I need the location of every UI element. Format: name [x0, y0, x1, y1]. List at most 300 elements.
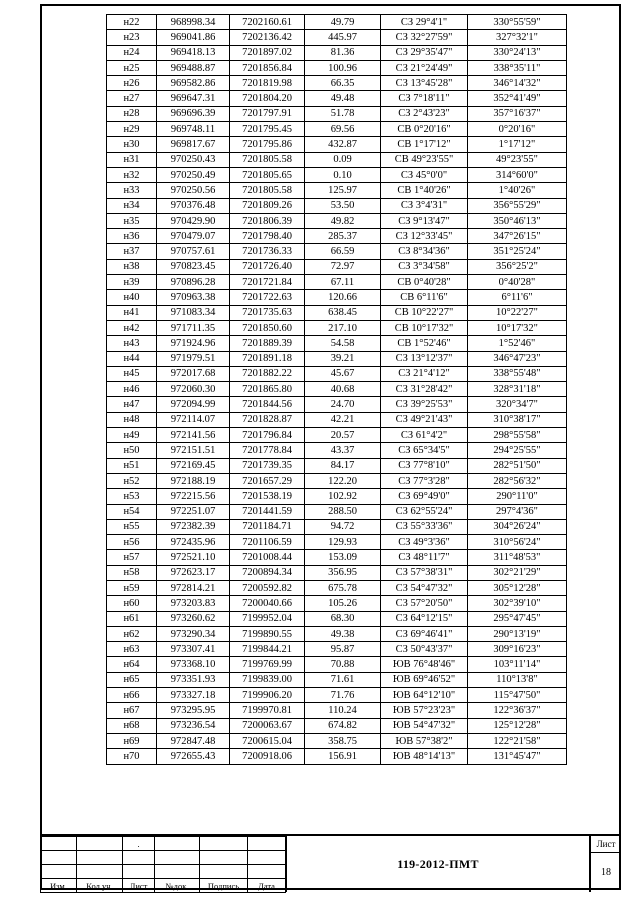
cell-coord-y: 7199844.21 — [230, 642, 305, 657]
cell-point-id: н51 — [107, 458, 157, 473]
cell-coord-x: 973295.95 — [157, 703, 230, 718]
cell-coord-y: 7201736.33 — [230, 244, 305, 259]
cell-azimuth: 356°55'29" — [468, 198, 567, 213]
cell-azimuth: 330°24'13" — [468, 45, 567, 60]
cell-rhumb: СЗ 29°4'1" — [381, 15, 468, 30]
cell-point-id: н64 — [107, 657, 157, 672]
table-row — [107, 642, 567, 657]
cell-coord-x: 968998.34 — [157, 15, 230, 30]
cell-azimuth: 347°26'15" — [468, 229, 567, 244]
cell-rhumb: СЗ 69°46'41" — [381, 626, 468, 641]
cell-azimuth: 314°60'0" — [468, 167, 567, 182]
table-row — [107, 76, 567, 91]
cell-point-id: н65 — [107, 672, 157, 687]
cell-coord-x: 970250.49 — [157, 167, 230, 182]
cell-point-id: н59 — [107, 580, 157, 595]
cell-length: 49.48 — [305, 91, 381, 106]
cell-coord-x: 970757.61 — [157, 244, 230, 259]
cell-coord-x: 972655.43 — [157, 749, 230, 764]
table-row — [107, 275, 567, 290]
cell-point-id: н50 — [107, 443, 157, 458]
cell-azimuth: 304°26'24" — [468, 519, 567, 534]
cell-length: 66.59 — [305, 244, 381, 259]
cell-length: 217.10 — [305, 320, 381, 335]
cell-rhumb: СВ 0°20'16" — [381, 122, 468, 137]
cell-coord-y: 7201850.60 — [230, 320, 305, 335]
cell-coord-x: 970823.45 — [157, 259, 230, 274]
cell-coord-x: 973351.93 — [157, 672, 230, 687]
cell-point-id: н34 — [107, 198, 157, 213]
cell-point-id: н28 — [107, 106, 157, 121]
table-row — [107, 626, 567, 641]
cell-coord-x: 971083.34 — [157, 305, 230, 320]
cell-azimuth: 1°40'26" — [468, 183, 567, 198]
cell-coord-y: 7199890.55 — [230, 626, 305, 641]
cell-point-id: н31 — [107, 152, 157, 167]
cell-point-id: н61 — [107, 611, 157, 626]
cell-coord-y: 7201806.39 — [230, 213, 305, 228]
cell-length: 69.56 — [305, 122, 381, 137]
cell-point-id: н33 — [107, 183, 157, 198]
cell-azimuth: 294°25'55" — [468, 443, 567, 458]
cell-length: 42.21 — [305, 412, 381, 427]
cell-length: 70.88 — [305, 657, 381, 672]
cell-coord-x: 970250.43 — [157, 152, 230, 167]
cell-length: 675.78 — [305, 580, 381, 595]
cell-rhumb: ЮВ 57°38'2" — [381, 733, 468, 748]
cell-azimuth: 357°16'37" — [468, 106, 567, 121]
cell-point-id: н46 — [107, 382, 157, 397]
cell-rhumb: СЗ 64°12'15" — [381, 611, 468, 626]
table-row — [107, 213, 567, 228]
cell-coord-x: 972060.30 — [157, 382, 230, 397]
cell-azimuth: 110°13'8" — [468, 672, 567, 687]
table-row — [107, 489, 567, 504]
cell-point-id: н23 — [107, 30, 157, 45]
cell-coord-x: 971711.35 — [157, 320, 230, 335]
cell-azimuth: 131°45'47" — [468, 749, 567, 764]
cell-length: 129.93 — [305, 535, 381, 550]
cell-coord-x: 973236.54 — [157, 718, 230, 733]
cell-point-id: н55 — [107, 519, 157, 534]
cell-rhumb: СЗ 3°34'58" — [381, 259, 468, 274]
cell-coord-x: 972521.10 — [157, 550, 230, 565]
cell-length: 43.37 — [305, 443, 381, 458]
cell-coord-y: 7201008.44 — [230, 550, 305, 565]
cell-coord-y: 7201889.39 — [230, 336, 305, 351]
cell-coord-y: 7201882.22 — [230, 366, 305, 381]
table-row — [107, 473, 567, 488]
cell-length: 156.91 — [305, 749, 381, 764]
cell-length: 39.21 — [305, 351, 381, 366]
cell-length: 110.24 — [305, 703, 381, 718]
cell-azimuth: 338°35'11" — [468, 60, 567, 75]
cell-rhumb: СЗ 12°33'45" — [381, 229, 468, 244]
cell-length: 102.92 — [305, 489, 381, 504]
cell-coord-x: 970479.07 — [157, 229, 230, 244]
cell-rhumb: СВ 0°40'28" — [381, 275, 468, 290]
cell-length: 94.72 — [305, 519, 381, 534]
cell-coord-x: 972623.17 — [157, 565, 230, 580]
cell-rhumb: СЗ 29°35'47" — [381, 45, 468, 60]
cell-length: 51.78 — [305, 106, 381, 121]
table-row — [107, 458, 567, 473]
cell-coord-y: 7201805.58 — [230, 152, 305, 167]
cell-coord-y: 7201891.18 — [230, 351, 305, 366]
cell-rhumb: СЗ 13°12'37" — [381, 351, 468, 366]
cell-rhumb: ЮВ 76°48'46" — [381, 657, 468, 672]
table-row — [107, 198, 567, 213]
cell-azimuth: 103°11'14" — [468, 657, 567, 672]
cell-coord-x: 972114.07 — [157, 412, 230, 427]
cell-length: 120.66 — [305, 290, 381, 305]
table-row — [107, 152, 567, 167]
table-row — [107, 412, 567, 427]
cell-rhumb: СЗ 57°38'31" — [381, 565, 468, 580]
cell-point-id: н56 — [107, 535, 157, 550]
cell-length: 71.76 — [305, 688, 381, 703]
cell-azimuth: 356°25'2" — [468, 259, 567, 274]
cell-azimuth: 1°17'12" — [468, 137, 567, 152]
cell-azimuth: 0°20'16" — [468, 122, 567, 137]
cell-rhumb: СЗ 2°43'23" — [381, 106, 468, 121]
table-row — [107, 137, 567, 152]
cell-point-id: н26 — [107, 76, 157, 91]
cell-point-id: н67 — [107, 703, 157, 718]
cell-coord-y: 7200592.82 — [230, 580, 305, 595]
cell-point-id: н62 — [107, 626, 157, 641]
cell-point-id: н36 — [107, 229, 157, 244]
table-row — [107, 596, 567, 611]
cell-length: 0.09 — [305, 152, 381, 167]
label-kol-uch: Кол.уч. — [77, 879, 123, 893]
cell-azimuth: 330°55'59" — [468, 15, 567, 30]
cell-length: 445.97 — [305, 30, 381, 45]
cell-coord-y: 7199970.81 — [230, 703, 305, 718]
cell-point-id: н47 — [107, 397, 157, 412]
cell-azimuth: 10°22'27" — [468, 305, 567, 320]
cell-coord-y: 7201657.29 — [230, 473, 305, 488]
cell-point-id: н27 — [107, 91, 157, 106]
cell-coord-y: 7201778.84 — [230, 443, 305, 458]
cell-coord-y: 7201809.26 — [230, 198, 305, 213]
cell-rhumb: СВ 49°23'55" — [381, 152, 468, 167]
cell-point-id: н32 — [107, 167, 157, 182]
cell-length: 68.30 — [305, 611, 381, 626]
cell-rhumb: СЗ 21°24'49" — [381, 60, 468, 75]
cell-length: 105.26 — [305, 596, 381, 611]
cell-azimuth: 122°21'58" — [468, 733, 567, 748]
cell-length: 432.87 — [305, 137, 381, 152]
cell-length: 638.45 — [305, 305, 381, 320]
cell-coord-x: 969817.67 — [157, 137, 230, 152]
cell-azimuth: 338°55'48" — [468, 366, 567, 381]
cell-coord-x: 970376.48 — [157, 198, 230, 213]
cell-length: 285.37 — [305, 229, 381, 244]
cell-coord-y: 7201865.80 — [230, 382, 305, 397]
cell-azimuth: 302°21'29" — [468, 565, 567, 580]
cell-coord-x: 972141.56 — [157, 428, 230, 443]
cell-coord-y: 7200894.34 — [230, 565, 305, 580]
cell-azimuth: 328°31'18" — [468, 382, 567, 397]
table-row — [107, 519, 567, 534]
cell-coord-y: 7201805.58 — [230, 183, 305, 198]
cell-point-id: н58 — [107, 565, 157, 580]
table-row — [107, 688, 567, 703]
cell-point-id: н22 — [107, 15, 157, 30]
cell-coord-x: 969041.86 — [157, 30, 230, 45]
table-row — [107, 106, 567, 121]
table-row — [107, 30, 567, 45]
cell-coord-x: 973368.10 — [157, 657, 230, 672]
document-code: 119-2012-ПМТ — [285, 836, 591, 892]
cell-rhumb: СЗ 57°20'50" — [381, 596, 468, 611]
cell-length: 54.58 — [305, 336, 381, 351]
cell-point-id: н60 — [107, 596, 157, 611]
cell-coord-x: 969748.11 — [157, 122, 230, 137]
cell-azimuth: 6°11'6" — [468, 290, 567, 305]
table-row — [107, 60, 567, 75]
cell-point-id: н38 — [107, 259, 157, 274]
cell-point-id: н35 — [107, 213, 157, 228]
cell-rhumb: СЗ 3°4'31" — [381, 198, 468, 213]
cell-coord-y: 7201722.63 — [230, 290, 305, 305]
cell-azimuth: 10°17'32" — [468, 320, 567, 335]
cell-point-id: н41 — [107, 305, 157, 320]
cell-point-id: н63 — [107, 642, 157, 657]
table-row — [107, 15, 567, 30]
table-row — [107, 244, 567, 259]
cell-coord-y: 7202160.61 — [230, 15, 305, 30]
cell-length: 0.10 — [305, 167, 381, 182]
cell-coord-y: 7200040.66 — [230, 596, 305, 611]
label-podpis: Подпись — [200, 879, 248, 893]
cell-azimuth: 309°16'23" — [468, 642, 567, 657]
cell-azimuth: 282°56'32" — [468, 473, 567, 488]
cell-point-id: н24 — [107, 45, 157, 60]
label-izm: Изм. — [41, 879, 77, 893]
cell-azimuth: 125°12'28" — [468, 718, 567, 733]
cell-rhumb: СЗ 50°43'37" — [381, 642, 468, 657]
cell-coord-x: 971979.51 — [157, 351, 230, 366]
cell-rhumb: СЗ 45°0'0" — [381, 167, 468, 182]
cell-coord-x: 972094.99 — [157, 397, 230, 412]
cell-coord-x: 969696.39 — [157, 106, 230, 121]
cell-coord-y: 7201856.84 — [230, 60, 305, 75]
cell-azimuth: 297°4'36" — [468, 504, 567, 519]
table-row — [107, 580, 567, 595]
cell-coord-x: 972382.39 — [157, 519, 230, 534]
table-row — [107, 229, 567, 244]
cell-coord-y: 7199952.04 — [230, 611, 305, 626]
cell-rhumb: СЗ 62°55'24" — [381, 504, 468, 519]
cell-coord-x: 972188.19 — [157, 473, 230, 488]
cell-coord-x: 972251.07 — [157, 504, 230, 519]
cell-coord-x: 970429.90 — [157, 213, 230, 228]
cell-coord-x: 972169.45 — [157, 458, 230, 473]
cell-point-id: н45 — [107, 366, 157, 381]
cell-length: 356.95 — [305, 565, 381, 580]
cell-coord-x: 973307.41 — [157, 642, 230, 657]
cell-coord-y: 7199769.99 — [230, 657, 305, 672]
cell-point-id: н70 — [107, 749, 157, 764]
cell-length: 66.35 — [305, 76, 381, 91]
cell-point-id: н48 — [107, 412, 157, 427]
table-row — [107, 504, 567, 519]
cell-coord-y: 7201721.84 — [230, 275, 305, 290]
cell-point-id: н54 — [107, 504, 157, 519]
cell-rhumb: СЗ 61°4'2" — [381, 428, 468, 443]
cell-coord-y: 7201819.98 — [230, 76, 305, 91]
cell-rhumb: СЗ 39°25'53" — [381, 397, 468, 412]
cell-coord-x: 972435.96 — [157, 535, 230, 550]
table-row — [107, 672, 567, 687]
cell-rhumb: СЗ 7°18'11" — [381, 91, 468, 106]
cell-rhumb: СЗ 54°47'32" — [381, 580, 468, 595]
cell-coord-y: 7201897.02 — [230, 45, 305, 60]
table-row — [107, 167, 567, 182]
cell-azimuth: 115°47'50" — [468, 688, 567, 703]
table-row — [107, 611, 567, 626]
cell-point-id: н57 — [107, 550, 157, 565]
cell-point-id: н68 — [107, 718, 157, 733]
coordinates-table-body — [107, 15, 567, 765]
table-row — [107, 749, 567, 764]
cell-rhumb: ЮВ 54°47'32" — [381, 718, 468, 733]
table-row — [107, 122, 567, 137]
cell-length: 125.97 — [305, 183, 381, 198]
table-row — [107, 443, 567, 458]
cell-rhumb: СЗ 65°34'5" — [381, 443, 468, 458]
cell-azimuth: 346°47'23" — [468, 351, 567, 366]
table-row — [107, 428, 567, 443]
cell-coord-y: 7201795.86 — [230, 137, 305, 152]
cell-coord-x: 969647.31 — [157, 91, 230, 106]
cell-length: 72.97 — [305, 259, 381, 274]
cell-azimuth: 311°48'53" — [468, 550, 567, 565]
table-row — [107, 351, 567, 366]
cell-point-id: н43 — [107, 336, 157, 351]
cell-rhumb: СЗ 9°13'47" — [381, 213, 468, 228]
cell-azimuth: 310°56'24" — [468, 535, 567, 550]
cell-coord-x: 973203.83 — [157, 596, 230, 611]
table-row — [107, 382, 567, 397]
cell-point-id: н49 — [107, 428, 157, 443]
coordinates-table — [106, 14, 567, 765]
cell-coord-y: 7200918.06 — [230, 749, 305, 764]
cell-azimuth: 351°25'24" — [468, 244, 567, 259]
cell-coord-y: 7199839.00 — [230, 672, 305, 687]
cell-azimuth: 298°55'58" — [468, 428, 567, 443]
cell-coord-x: 969418.13 — [157, 45, 230, 60]
cell-coord-x: 973260.62 — [157, 611, 230, 626]
table-row — [107, 565, 567, 580]
table-row — [107, 397, 567, 412]
cell-coord-x: 970250.56 — [157, 183, 230, 198]
cell-rhumb: СЗ 55°33'36" — [381, 519, 468, 534]
title-block-dot: . — [123, 837, 155, 851]
cell-azimuth: 327°32'1" — [468, 30, 567, 45]
cell-azimuth: 310°38'17" — [468, 412, 567, 427]
cell-length: 288.50 — [305, 504, 381, 519]
sheet-number: 18 — [601, 867, 611, 878]
cell-coord-x: 972017.68 — [157, 366, 230, 381]
cell-coord-x: 970896.28 — [157, 275, 230, 290]
cell-coord-y: 7201795.45 — [230, 122, 305, 137]
cell-rhumb: ЮВ 57°23'23" — [381, 703, 468, 718]
cell-coord-y: 7199906.20 — [230, 688, 305, 703]
cell-coord-y: 7200063.67 — [230, 718, 305, 733]
cell-coord-y: 7201797.91 — [230, 106, 305, 121]
cell-coord-x: 972151.51 — [157, 443, 230, 458]
cell-coord-y: 7201796.84 — [230, 428, 305, 443]
cell-length: 24.70 — [305, 397, 381, 412]
cell-point-id: н53 — [107, 489, 157, 504]
cell-azimuth: 305°12'28" — [468, 580, 567, 595]
cell-azimuth: 350°46'13" — [468, 213, 567, 228]
cell-coord-x: 972814.21 — [157, 580, 230, 595]
cell-azimuth: 122°36'37" — [468, 703, 567, 718]
label-data: Дата — [248, 879, 286, 893]
cell-coord-y: 7201726.40 — [230, 259, 305, 274]
cell-coord-x: 973327.18 — [157, 688, 230, 703]
cell-length: 45.67 — [305, 366, 381, 381]
cell-point-id: н69 — [107, 733, 157, 748]
cell-point-id: н42 — [107, 320, 157, 335]
cell-coord-y: 7201805.65 — [230, 167, 305, 182]
cell-length: 81.36 — [305, 45, 381, 60]
cell-length: 40.68 — [305, 382, 381, 397]
cell-length: 153.09 — [305, 550, 381, 565]
cell-length: 100.96 — [305, 60, 381, 75]
table-row — [107, 733, 567, 748]
cell-rhumb: СВ 1°40'26" — [381, 183, 468, 198]
cell-azimuth: 49°23'55" — [468, 152, 567, 167]
cell-azimuth: 346°14'32" — [468, 76, 567, 91]
cell-rhumb: ЮВ 48°14'13" — [381, 749, 468, 764]
cell-rhumb: СВ 6°11'6" — [381, 290, 468, 305]
cell-azimuth: 282°51'50" — [468, 458, 567, 473]
cell-coord-y: 7200615.04 — [230, 733, 305, 748]
cell-coord-y: 7201538.19 — [230, 489, 305, 504]
cell-point-id: н30 — [107, 137, 157, 152]
cell-rhumb: ЮВ 69°46'52" — [381, 672, 468, 687]
cell-coord-x: 969488.87 — [157, 60, 230, 75]
cell-point-id: н29 — [107, 122, 157, 137]
cell-rhumb: СЗ 21°4'12" — [381, 366, 468, 381]
table-row — [107, 320, 567, 335]
cell-rhumb: СВ 10°17'32" — [381, 320, 468, 335]
cell-length: 49.82 — [305, 213, 381, 228]
label-ndok: №док. — [155, 879, 200, 893]
cell-length: 71.61 — [305, 672, 381, 687]
cell-length: 358.75 — [305, 733, 381, 748]
cell-rhumb: СЗ 48°11'7" — [381, 550, 468, 565]
cell-rhumb: СЗ 13°45'28" — [381, 76, 468, 91]
cell-rhumb: СЗ 31°28'42" — [381, 382, 468, 397]
cell-coord-y: 7201184.71 — [230, 519, 305, 534]
cell-coord-y: 7201828.87 — [230, 412, 305, 427]
cell-length: 20.57 — [305, 428, 381, 443]
cell-azimuth: 290°11'0" — [468, 489, 567, 504]
cell-rhumb: СВ 1°17'12" — [381, 137, 468, 152]
cell-coord-y: 7202136.42 — [230, 30, 305, 45]
cell-coord-y: 7201441.59 — [230, 504, 305, 519]
cell-azimuth: 0°40'28" — [468, 275, 567, 290]
cell-azimuth: 352°41'49" — [468, 91, 567, 106]
cell-coord-y: 7201106.59 — [230, 535, 305, 550]
table-row — [107, 91, 567, 106]
